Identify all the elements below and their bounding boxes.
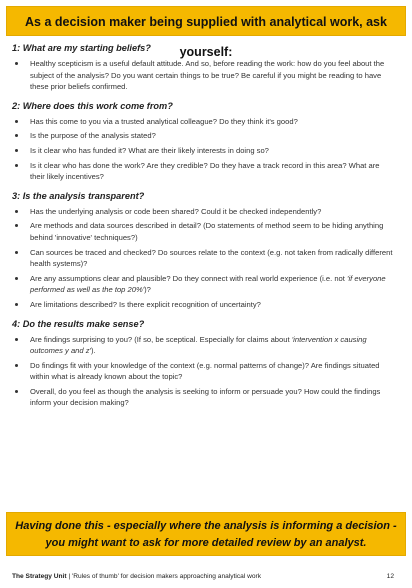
callout-line-2: you might want to ask for more detailed review by an analyst.: [45, 537, 367, 549]
bullet-icon: [15, 338, 18, 341]
section-heading-2: 2: Where does this work come from?: [12, 100, 173, 111]
list-item: Is it clear who has done the work? Are they credible? Do they have a track record in this area? What are their likely incentives?: [12, 160, 400, 183]
list-item: Has this come to you via a trusted analytical colleague? Do they think it's good?: [12, 116, 400, 128]
bullet-icon: [15, 62, 18, 65]
bullet-icon: [15, 120, 18, 123]
list-item: Is the purpose of the analysis stated?: [12, 130, 400, 142]
bullet-icon: [15, 303, 18, 306]
list-item: Has the underlying analysis or code been shared? Could it be checked independently?: [12, 206, 400, 218]
section-list-3: [12, 206, 400, 311]
section-list-1: [12, 58, 400, 93]
section-heading-4: 4: Do the results make sense?: [12, 318, 145, 329]
list-item: Healthy scepticism is a useful default attitude. And so, before reading the work: how do you feel about the subject of the analysis? Do you want certain things to be true? Be careful if you might be reading to have these prior beliefs confirmed.: [12, 58, 400, 93]
list-item: Do findings fit with your knowledge of the context (e.g. normal patterns of change)? Are findings situated within what is already known about the topic?: [12, 360, 400, 383]
bullet-icon: [15, 390, 18, 393]
list-item: Can sources be traced and checked? Do sources relate to the context (e.g. not taken from radically different health systems)?: [12, 247, 400, 270]
bullet-icon: [15, 210, 18, 213]
bullet-icon: [15, 224, 18, 227]
header-title: As a decision maker being supplied with analytical work, ask yourself:: [25, 15, 387, 59]
footer-doc-title: | 'Rules of thumb' for decision makers approaching analytical work: [68, 573, 262, 580]
footer-org: The Strategy Unit: [12, 573, 67, 580]
page-number: 12: [386, 573, 394, 580]
list-item: Are methods and data sources described in detail? (Do statements of method seem to be hiding anything behind 'innovative' techniques?): [12, 220, 400, 243]
bullet-icon: [15, 149, 18, 152]
bullet-icon: [15, 364, 18, 367]
content: [12, 42, 400, 409]
callout-line-1: Having done this - especially where the analysis is informing a decision -: [15, 520, 397, 532]
list-item: Are limitations described? Is there explicit recognition of uncertainty?: [12, 299, 400, 311]
section-heading-1: 1: What are my starting beliefs?: [12, 43, 151, 53]
section-list-4: [12, 334, 400, 410]
bullet-icon: [15, 134, 18, 137]
bullet-icon: [15, 277, 18, 280]
section-heading-3: 3: Is the analysis transparent?: [12, 190, 145, 201]
page-footer: [12, 571, 400, 583]
list-item: Is it clear who has funded it? What are their likely interests in doing so?: [12, 145, 400, 157]
section-list-2: [12, 116, 400, 183]
list-item: Are findings surprising to you? (If so, be sceptical. Especially for claims about 'intervention x causing outcomes y and z').: [12, 334, 400, 357]
bullet-icon: [15, 164, 18, 167]
list-item: Are any assumptions clear and plausible? Do they connect with real world experience (i.e. not 'if everyone performed as well as the top 20%')?: [12, 273, 400, 296]
bullet-icon: [15, 251, 18, 254]
list-item: Overall, do you feel as though the analysis is seeking to inform or persuade you? How could the findings inform your decision making?: [12, 386, 400, 409]
callout-banner: [6, 512, 406, 556]
